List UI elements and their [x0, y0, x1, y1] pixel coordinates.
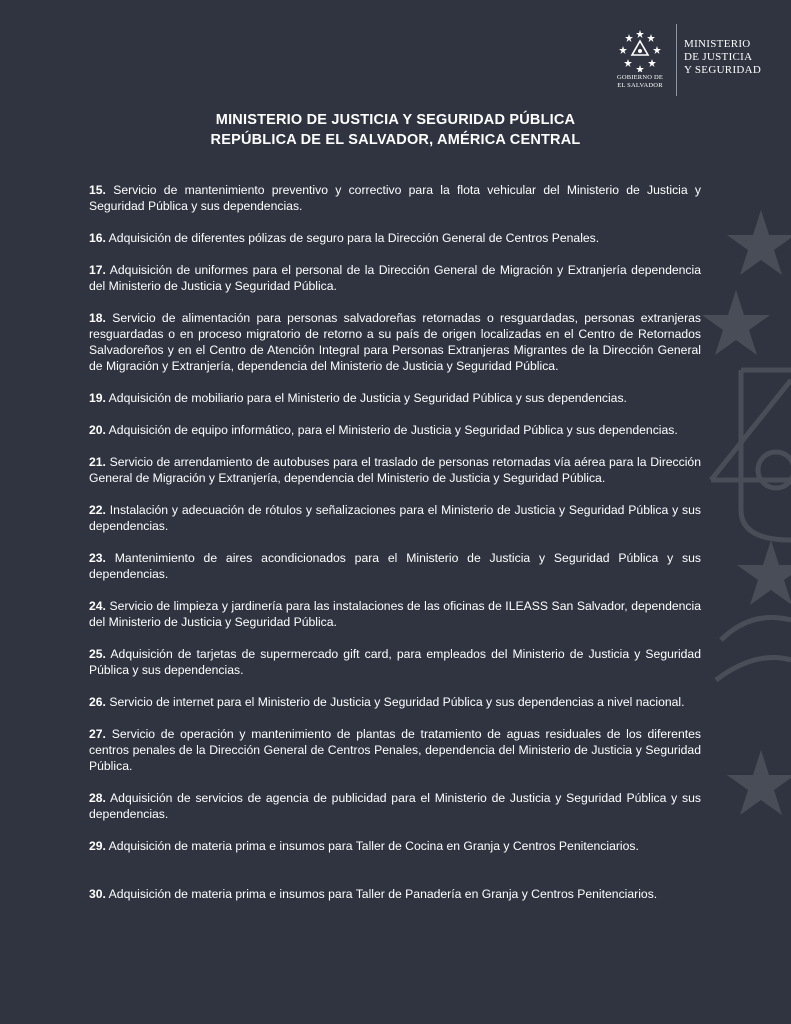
item-number: 20.: [89, 423, 106, 437]
item-text: Servicio de mantenimiento preventivo y correctivo para la flota vehicular del Ministerio de Justicia y Seguridad Pública y sus dependencias.: [89, 183, 701, 213]
item-text: Servicio de alimentación para personas salvadoreñas retornadas o resguardadas, personas extranjeras resguardadas o en proceso migratorio de retorno a su país de origen localizadas en el Centro de Retornados Salvadoreños y en el Centro de Atención Integral para Personas Extranjeras Migrantes de la Dirección General de Migración y Extranjería, dependencia del Ministerio de Justicia y Seguridad Pública.: [89, 311, 701, 373]
item-text: Adquisición de mobiliario para el Ministerio de Justicia y Seguridad Pública y sus dependencias.: [108, 391, 627, 405]
item-number: 22.: [89, 503, 106, 517]
item-text: Servicio de limpieza y jardinería para las instalaciones de las oficinas de ILEASS San Salvador, dependencia del Ministerio de Justicia y Seguridad Pública.: [89, 599, 702, 629]
document-title: [0, 110, 791, 150]
item-text: Adquisición de diferentes pólizas de seguro para la Dirección General de Centros Penales.: [108, 231, 600, 245]
item-number: 17.: [89, 263, 106, 277]
list-item: [89, 310, 701, 374]
item-number: 27.: [89, 727, 106, 741]
item-text: Servicio de arrendamiento de autobuses para el traslado de personas retornadas vía aérea para la Dirección General de Migración y Extranjería, dependencia del Ministerio de Justicia y Seguridad Pública.: [89, 455, 701, 485]
item-number: 19.: [89, 391, 106, 405]
list-item: [89, 550, 701, 582]
list-item: [89, 182, 701, 214]
list-item: [89, 390, 701, 406]
item-number: 15.: [89, 183, 106, 197]
ministry-name-line: DE JUSTICIA: [684, 51, 753, 63]
list-item: [89, 454, 701, 486]
seal-caption: [612, 74, 668, 90]
logo-divider: [676, 24, 677, 96]
star-icon: [702, 290, 770, 355]
item-text: Servicio de internet para el Ministerio de Justicia y Seguridad Pública y sus dependencias a nivel nacional.: [109, 695, 685, 709]
title-line-1: MINISTERIO DE JUSTICIA Y SEGURIDAD PÚBLICA: [215, 112, 576, 128]
list-item: [89, 886, 701, 902]
item-number: 28.: [89, 791, 106, 805]
coat-of-arms-icon: [618, 28, 662, 72]
list-item: [89, 646, 701, 678]
item-number: 30.: [89, 887, 106, 901]
header-logo: [612, 24, 762, 100]
list-item: [89, 422, 701, 438]
list-item: [89, 694, 701, 710]
list-item: [89, 502, 701, 534]
item-number: 23.: [89, 551, 106, 565]
list-item: [89, 790, 701, 822]
item-number: 24.: [89, 599, 106, 613]
item-number: 26.: [89, 695, 106, 709]
item-text: Adquisición de equipo informático, para el Ministerio de Justicia y Seguridad Pública y sus dependencias.: [108, 423, 678, 437]
item-number: 18.: [89, 311, 106, 325]
item-number: 16.: [89, 231, 106, 245]
star-icon: [737, 540, 791, 605]
list-item: [89, 598, 701, 630]
list-item: [89, 838, 701, 854]
seal-caption-line: GOBIERNO DE: [616, 74, 664, 81]
seal-caption-line: EL SALVADOR: [617, 82, 663, 89]
star-icon: [727, 210, 791, 275]
item-text: Adquisición de uniformes para el personal de la Dirección General de Migración y Extranjería dependencia del Ministerio de Justicia y Seguridad Pública.: [89, 263, 701, 293]
item-text: Mantenimiento de aires acondicionados para el Ministerio de Justicia y Seguridad Pública y sus dependencias.: [89, 551, 701, 581]
item-text: Adquisición de materia prima e insumos para Taller de Panadería en Granja y Centros Penitenciarios.: [108, 887, 658, 901]
item-text: Adquisición de tarjetas de supermercado gift card, para empleados del Ministerio de Justicia y Seguridad Pública y sus dependencias.: [89, 647, 701, 677]
ministry-name-line: MINISTERIO: [684, 38, 751, 50]
item-number: 29.: [89, 839, 106, 853]
item-text: Adquisición de materia prima e insumos para Taller de Cocina en Granja y Centros Penitenciarios.: [108, 839, 639, 853]
item-text: Adquisición de servicios de agencia de publicidad para el Ministerio de Justicia y Seguridad Pública y sus dependencias.: [89, 791, 701, 821]
item-list: [89, 182, 701, 918]
item-text: Servicio de operación y mantenimiento de plantas de tratamiento de aguas residuales de los diferentes centros penales de la Dirección General de Centros Penales, dependencia del Ministerio de Justicia y Seguridad Pública.: [89, 727, 701, 773]
item-number: 25.: [89, 647, 106, 661]
list-item: [89, 726, 701, 774]
list-item: [89, 262, 701, 294]
title-line-2: REPÚBLICA DE EL SALVADOR, AMÉRICA CENTRAL: [210, 132, 581, 148]
ministry-name: [684, 38, 774, 77]
star-icon: [727, 750, 791, 815]
ministry-name-line: Y SEGURIDAD: [684, 64, 762, 76]
list-item: [89, 230, 701, 246]
item-text: Instalación y adecuación de rótulos y señalizaciones para el Ministerio de Justicia y Seguridad Pública y sus dependencias.: [89, 503, 701, 533]
item-number: 21.: [89, 455, 106, 469]
